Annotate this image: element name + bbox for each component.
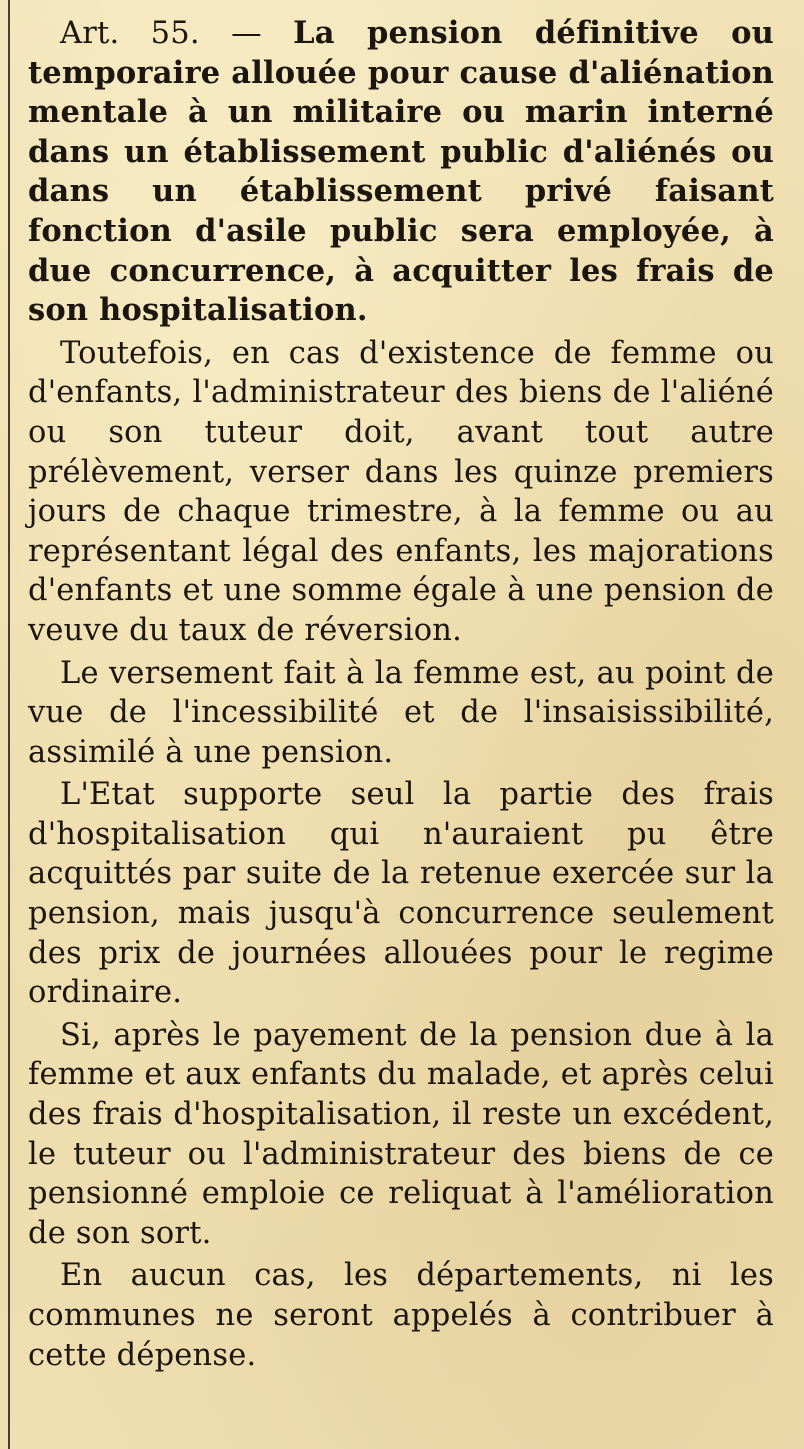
column-rule <box>8 0 10 1449</box>
article-paragraph-5: Si, après le payement de la pension due à la femme et aux enfants du malade, et après celui des frais d'hospitalisation, il reste un excédent, le tuteur ou l'administrateur des biens de ce pensionné emploie ce reliquat à l'amélioration de son sort. <box>28 1017 774 1251</box>
article-paragraph-3: Le versement fait à la femme est, au point de vue de l'incessibilité et de l'insaisissibilité, assimilé à une pension. <box>28 655 774 770</box>
article-paragraph-4: L'Etat supporte seul la partie des frais d'hospitalisation qui n'auraient pu être acquittés par suite de la retenue exercée sur la pension, mais jusqu'à concurrence seulement des prix de journées allouées pour le regime ordinaire. <box>28 777 774 1011</box>
article-paragraph-1 <box>28 14 774 331</box>
article-paragraph-6: En aucun cas, les départements, ni les communes ne seront appelés à contribuer à cette dépense. <box>28 1258 774 1373</box>
article-paragraph-2: Toutefois, en cas d'existence de femme ou d'enfants, l'administrateur des biens de l'aliéné ou son tuteur doit, avant tout autre prélèvement, verser dans les quinze premiers jours de chaque trimestre, à la femme ou au représentant légal des enfants, les majorations d'enfants et une somme égale à une pension de veuve du taux de réversion. <box>28 335 774 648</box>
article-55 <box>28 14 774 1375</box>
article-lead-text: La pension définitive ou temporaire allouée pour cause d'aliénation mentale à un militaire ou marin interné dans un établissement public d'aliénés ou dans un établissement privé faisant fonction d'asile public sera employée, à due concurrence, à acquitter les frais de son hospitalisation. <box>28 15 774 329</box>
article-heading: Art. 55. — <box>60 16 262 51</box>
